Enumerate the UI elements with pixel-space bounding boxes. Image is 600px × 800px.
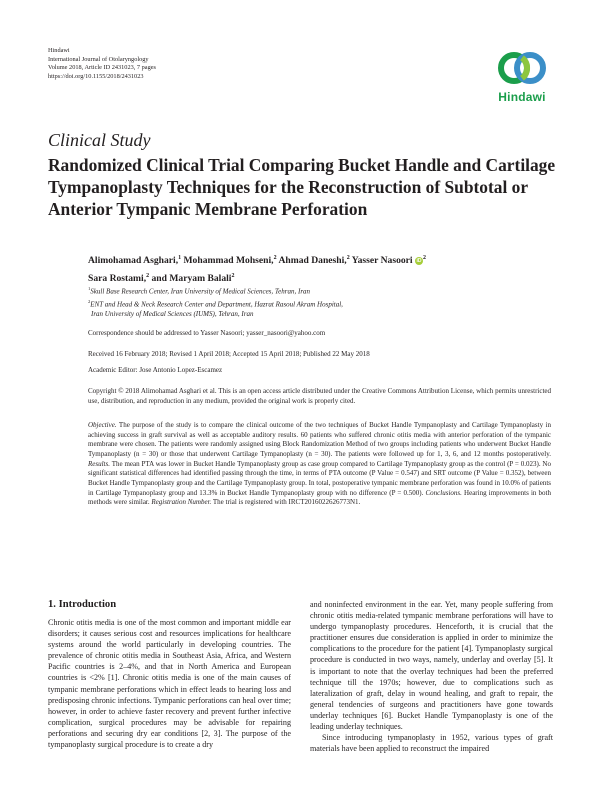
logo-text: Hindawi xyxy=(498,90,546,104)
journal-header xyxy=(48,47,156,81)
abstract xyxy=(88,421,551,508)
body-column-left xyxy=(48,617,291,750)
hindawi-logo xyxy=(491,46,553,108)
body-paragraph: Chronic otitis media is one of the most common and important middle ear disorders; it causes serious cost and resources implications for healthcare systems around the world particularly in developing countries. The prevalence of chronic otitis media in Southeast Asia, Africa, and Western Pacific countries is 2–4%, and that in North America and European countries is <2% [1]. Chronic otitis media is one of the main causes of tympanic membrane perforations which in effect leads to hearing loss and predisposing chronic infections. Tympanic perforations can heal over time; however, in order to achieve faster recovery and prevent further infective complication, surgical procedures may be advisable for repairing perforations and securing dry ear conditions [2, 3]. The purpose of the tympanoplasty surgical procedure is to create a dry xyxy=(48,618,291,750)
correspondence: Correspondence should be addressed to Yasser Nasoori; yasser_nasoori@yahoo.com xyxy=(88,329,326,337)
article-title: Randomized Clinical Trial Comparing Bucket Handle and Cartilage Tympanoplasty Techniques for the Reconstruction of Subtotal or Anterior Tympanic Membrane Perforation xyxy=(48,155,556,219)
abstract-objective: The purpose of the study is to compare the clinical outcome of the two techniques of Bucket Handle Tympanoplasty and Cartilage Tympanoplasty in achieving success in graft survival as well as acceptable auditory results. 60 patients who suffered chronic otitis media with anterior perforation of the tympanic membrane were chosen. The patients were randomly assigned using Block Randomization Method of two groups including patients who underwent Bucket Handle Tympanoplasty (n = 30) or those that underwent Cartilage Tympanoplasty (n = 30). The patients were followed up for 1, 3, 6, and 12 months postoperatively. xyxy=(88,421,551,458)
abstract-results: The mean PTA was lower in Bucket Handle Tympanoplasty group as case group compared to Cartilage Tympanoplasty group as the control (P = 0.023). No significant statistical differences had identified passing through the time, in terms of PTA outcome (P Value = 0.547) and SRT outcome (P Value = 0.352), between Bucket Handle Tympanoplasty group and the Cartilage Tympanoplasty group. In total, postoperative tympanic membrane perforation was found in 10.0% of patients in Cartilage Tympanoplasty group and 13.3% in Bucket Handle Tympanoplasty group with no difference (P = 0.500). xyxy=(88,459,551,497)
author-name: Sara Rostami, xyxy=(88,272,147,284)
abstract-objective-label: Objective. xyxy=(88,421,117,429)
affiliation-text: ENT and Head & Neck Research Center and Department, Hazrat Rasoul Akram Hospital, xyxy=(90,300,343,309)
author-name: Yasser Nasoori xyxy=(351,255,413,267)
publisher-name: Hindawi xyxy=(48,47,70,54)
body-paragraph: Since introducing tympanoplasty in 1952, various types of graft materials have been applied to reconstruct the impaired xyxy=(310,733,553,754)
journal-name: International Journal of Otolaryngology xyxy=(48,55,149,63)
publication-dates: Received 16 February 2018; Revised 1 April 2018; Accepted 15 April 2018; Published 22 May 2018 xyxy=(88,350,370,358)
author-name: Ahmad Daneshi, xyxy=(278,255,347,267)
abstract-conclusions-label: Conclusions. xyxy=(425,488,462,497)
affiliation-mark: 1 xyxy=(88,286,91,291)
author-affiliation-mark: 1 xyxy=(178,255,182,261)
abstract-registration-label: Registration Number. xyxy=(151,498,212,507)
doi-link[interactable]: https://doi.org/10.1155/2018/2431023 xyxy=(48,72,144,80)
abstract-registration: The trial is registered with IRCT2016022626773N1. xyxy=(211,498,361,507)
author-name: and Maryam Balali xyxy=(151,272,232,284)
volume-line: Volume 2018, Article ID 2431023, 7 pages xyxy=(48,64,156,72)
academic-editor: Academic Editor: Jose Antonio Lopez-Escamez xyxy=(88,366,223,374)
abstract-results-label: Results. xyxy=(88,459,110,468)
affiliation-line xyxy=(88,297,548,310)
affiliations xyxy=(88,284,548,319)
author-name: Alimohamad Asghari, xyxy=(88,255,179,267)
body-paragraph: and noninfected environment in the ear. Yet, many people suffering from chronic otitis media-related tympanic membrane perforations will have to undergo tympanoplasty procedures. Henceforth, it is crucial that the practitioner ensures due consideration is applied in order to minimize the complications to the procedure for the patient [4]. Tympanoplasty surgical procedure is conducted in two ways, namely, underlay and overlay [5]. It is important to note that the overlay techniques had been the preferred technique till the 1970s; however, due to complications such as lateralization of graft, delay in wound healing, and graft to repair, the general tendencies of surgeons and practitioners have gone towards underlay techniques [6]. Bucket Handle Tympanoplasty is one of the leading underlay techniques. xyxy=(310,600,553,732)
affiliation-mark: 2 xyxy=(88,298,91,304)
author-name: Mohammad Mohseni, xyxy=(183,255,274,267)
affiliation-text: Skull Base Research Center, Iran University of Medical Sciences, Tehran, Iran xyxy=(90,287,311,296)
affiliation-text: Iran University of Medical Sciences (IUMS), Tehran, Iran xyxy=(91,309,254,318)
author-affiliation-mark: 2 xyxy=(273,255,277,261)
author-affiliation-mark: 2 xyxy=(231,272,235,279)
section-heading-introduction: 1. Introduction xyxy=(48,599,117,610)
body-column-right xyxy=(310,599,553,754)
author-affiliation-mark: 2 xyxy=(346,255,350,261)
author-list xyxy=(88,251,528,286)
affiliation-line xyxy=(88,284,548,297)
article-type: Clinical Study xyxy=(48,130,151,150)
author-affiliation-mark: 2 xyxy=(423,255,427,261)
orcid-icon[interactable]: iD xyxy=(416,258,422,265)
abstract-conclusions: Hearing improvements in both methods were similar. xyxy=(88,488,552,507)
author-affiliation-mark: 2 xyxy=(146,272,150,279)
affiliation-line xyxy=(88,310,548,320)
hindawi-logo-icon xyxy=(491,46,553,90)
copyright-notice: Copyright © 2018 Alimohamad Asghari et al. This is an open access article distributed under the Creative Commons Attribution License, which permits unrestricted use, distribution, and reproduction in any medium, provided the original work is properly cited. xyxy=(88,387,551,405)
